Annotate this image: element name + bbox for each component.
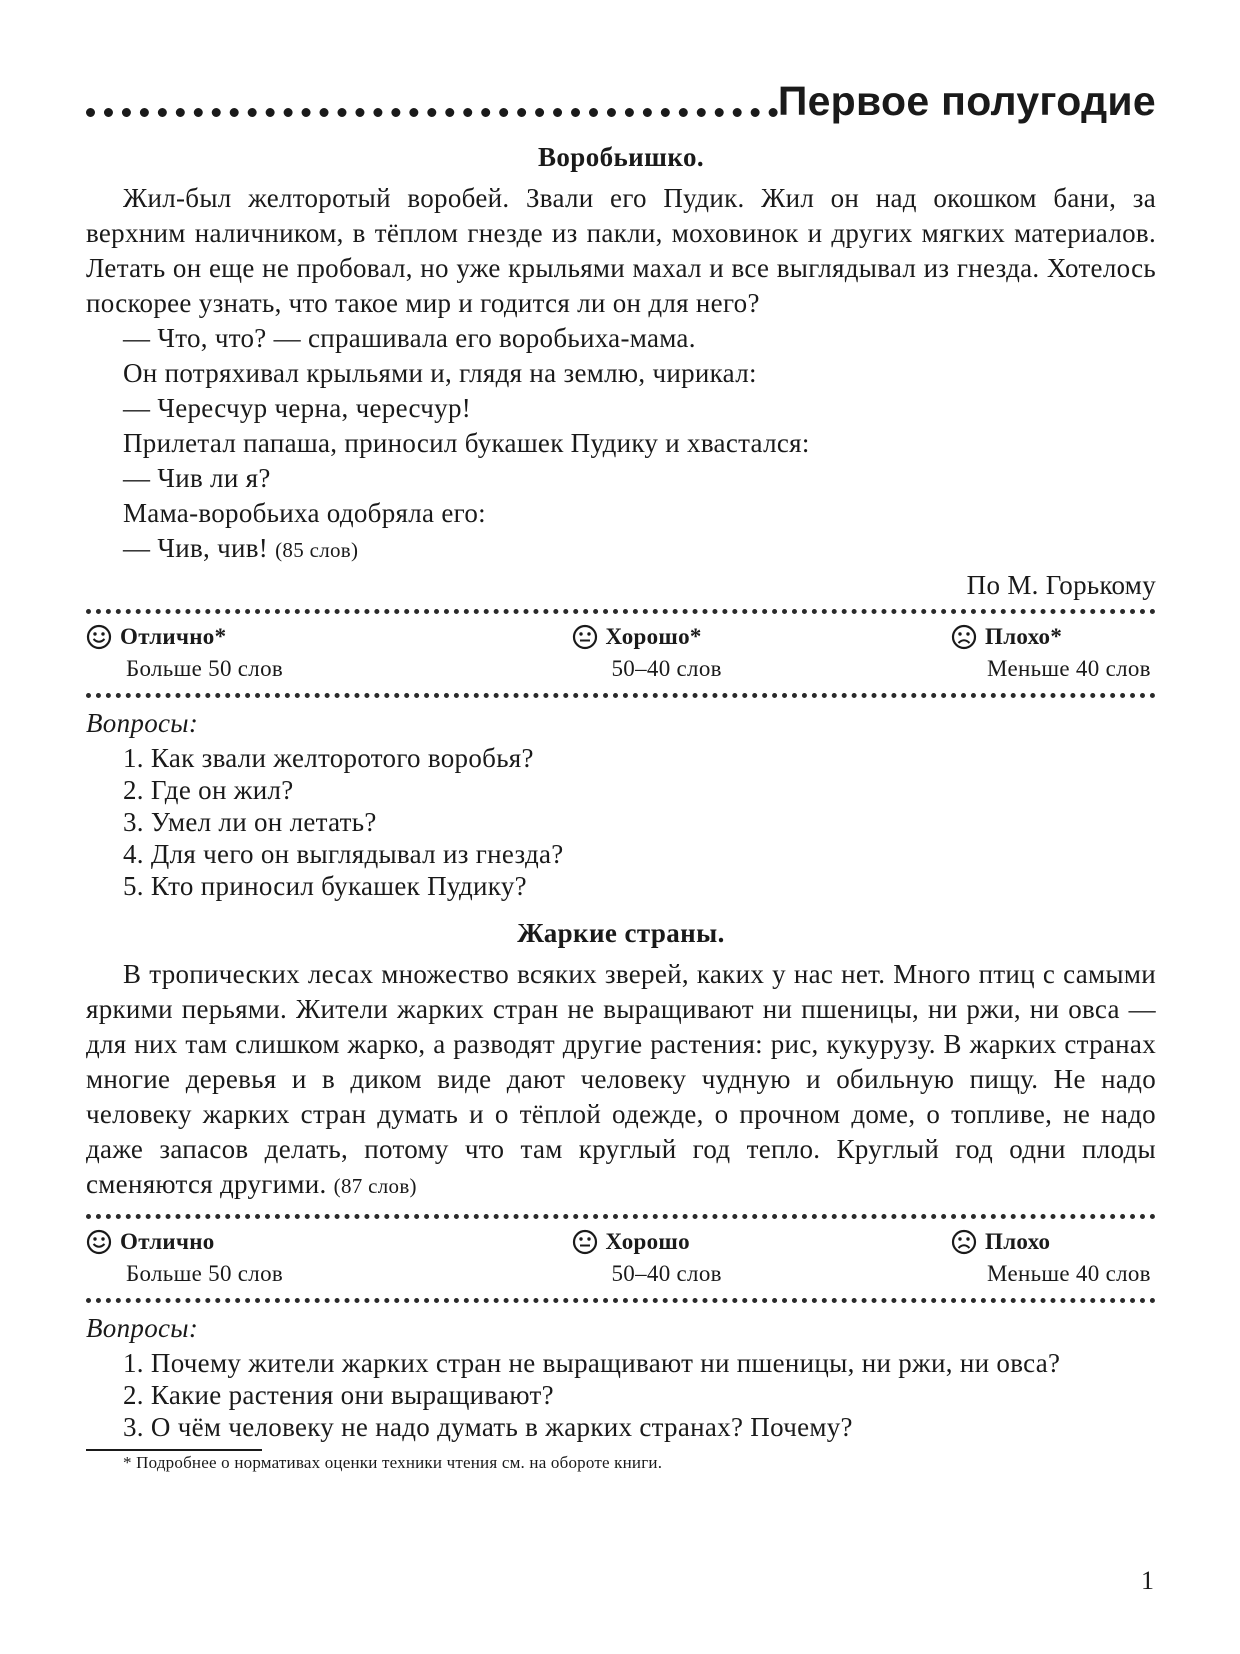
- rating-table: [86, 621, 1156, 685]
- rating-desc: 50–40 слов: [611, 1261, 722, 1286]
- rating-desc: 50–40 слов: [611, 656, 722, 681]
- neutral-face-icon: [572, 1229, 598, 1255]
- story-line: — Чересчур черна, чересчур!: [123, 393, 472, 423]
- story-line: Он потряхивал крыльями и, глядя на землю, чирикал:: [123, 358, 757, 388]
- rating-bad: [951, 1226, 1156, 1290]
- header-dotted-leader: [86, 108, 778, 117]
- story-line: — Чив ли я?: [123, 463, 271, 493]
- rating-desc: Меньше 40 слов: [987, 1261, 1151, 1286]
- question-item: 2. Где он жил?: [123, 775, 294, 805]
- question-item: 1. Как звали желторотого воробья?: [123, 743, 534, 773]
- questions-heading: Вопросы:: [86, 708, 199, 738]
- question-item: 3. О чём человеку не надо думать в жарких странах? Почему?: [123, 1412, 853, 1442]
- rating-label: Хорошо*: [605, 624, 702, 649]
- page: [86, 78, 1156, 1475]
- section-title: Первое полугодие: [777, 78, 1156, 124]
- story-text: В тропических лесах множество всяких зверей, каких у нас нет. Много птиц с самыми яркими перьями. Жители жарких стран не выращивают ни пшеницы, ни ржи, ни овса — для них там слишком жарко, а разводят другие растения: рис, кукурузу. В жарких странах многие деревья и в диком виде дают человеку чудную и обильную пищу. Не надо человеку жарких стран думать и о тёплой одежде, о прочном доме, о топливе, не надо даже запасов делать, потому что там круглый год тепло. Круглый год одни плоды сменяются другими.: [86, 959, 1156, 1199]
- story-line: Прилетал папаша, приносил букашек Пудику и хвастался:: [123, 428, 810, 458]
- story-line: [86, 531, 1156, 568]
- questions-list: [86, 1347, 1156, 1443]
- rating-desc: Больше 50 слов: [126, 1261, 284, 1286]
- rating-desc: Меньше 40 слов: [987, 656, 1151, 681]
- page-number: 1: [1141, 1566, 1154, 1595]
- rating-bad: [951, 621, 1156, 685]
- rating-good: [572, 1226, 902, 1290]
- story-line: Мама-воробьиха одобряла его:: [123, 498, 486, 528]
- rating-label: Отлично: [120, 1229, 215, 1254]
- rating-label: Плохо: [985, 1229, 1051, 1254]
- story-title: Воробьишко.: [537, 142, 704, 172]
- story-paragraph: Жил-был желторотый воробей. Звали его Пудик. Жил он над окошком бани, за верхним наличником, в тёплом гнезде из пакли, моховинок и других мягких материалов. Летать он еще не пробовал, но уже крыльями махал и все выглядывал из гнезда. Хотелось поскорее узнать, что такое мир и годится ли он для него?: [86, 183, 1156, 318]
- story-paragraph: [86, 957, 1156, 1204]
- rating-good: [572, 621, 902, 685]
- dotted-divider: [86, 1298, 1156, 1303]
- dotted-divider: [86, 693, 1156, 698]
- word-count: (85 слов): [275, 538, 359, 562]
- rating-label: Хорошо: [605, 1229, 690, 1254]
- section-header: [86, 78, 1156, 130]
- story-title: Жаркие страны.: [517, 918, 725, 948]
- story-line: — Что, что? — спрашивала его воробьиха-мама.: [123, 323, 696, 353]
- question-item: 5. Кто приносил букашек Пудику?: [123, 871, 527, 901]
- question-item: 1. Почему жители жарких стран не выращивают ни пшеницы, ни ржи, ни овса?: [123, 1348, 1061, 1378]
- question-item: 3. Умел ли он летать?: [123, 807, 377, 837]
- question-item: 2. Какие растения они выращивают?: [123, 1380, 554, 1410]
- question-item: 4. Для чего он выглядывал из гнезда?: [123, 839, 564, 869]
- story-author: По М. Горькому: [966, 570, 1156, 600]
- smile-icon: [86, 1229, 112, 1255]
- story-last-line: — Чив, чив!: [123, 533, 269, 563]
- rating-desc: Больше 50 слов: [126, 656, 284, 681]
- dotted-divider: [86, 1214, 1156, 1219]
- rating-excellent: [86, 1226, 426, 1290]
- questions-heading: Вопросы:: [86, 1313, 199, 1343]
- rating-label: Плохо*: [985, 624, 1063, 649]
- dotted-divider: [86, 609, 1156, 614]
- rating-excellent: [86, 621, 426, 685]
- word-count: (87 слов): [333, 1174, 417, 1198]
- sad-face-icon: [951, 1229, 977, 1255]
- questions-list: [86, 742, 1156, 902]
- footnote: * Подробнее о нормативах оценки техники чтения см. на обороте книги.: [123, 1453, 663, 1472]
- rating-label: Отлично*: [120, 624, 227, 649]
- rating-table: [86, 1226, 1156, 1290]
- smile-icon: [86, 624, 112, 650]
- sad-face-icon: [951, 624, 977, 650]
- neutral-face-icon: [572, 624, 598, 650]
